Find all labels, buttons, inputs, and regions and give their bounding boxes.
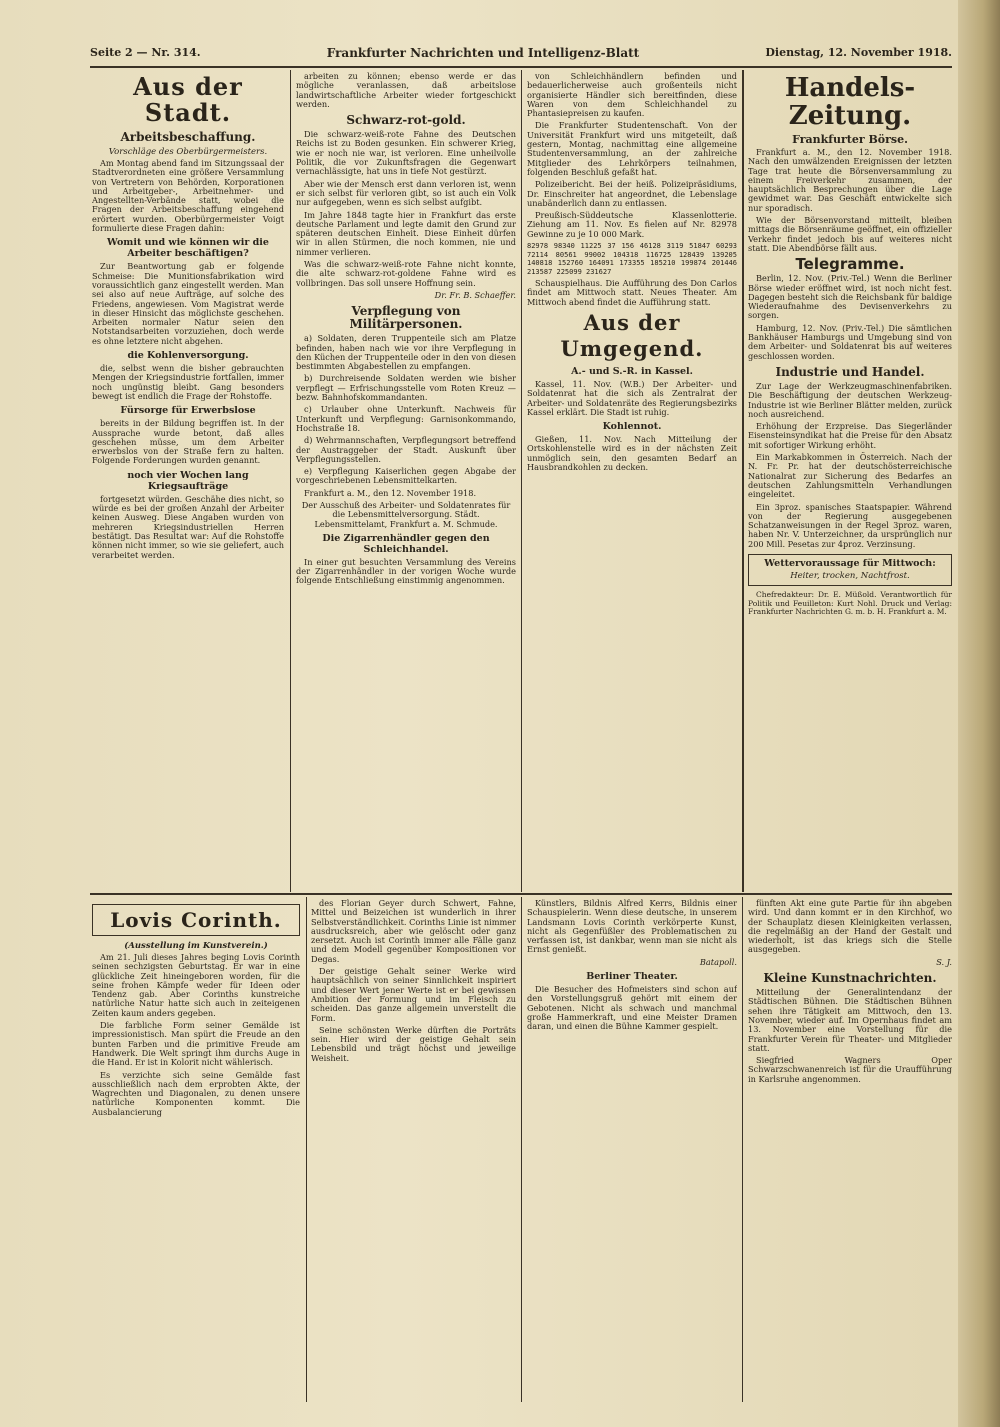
- section-title-art-news: Kleine Kunstnachrichten.: [763, 971, 937, 986]
- paragraph: Die schwarz-weiß-rote Fahne des Deutschen Reichs ist zu Boden gesunken. Ein schwerer Krieg, wie er noch nie war, ist verloren. Eine unheilvolle Politik, die vor Zukunftsfragen die Gegenwart vernachlässigte, hat uns in tiefe Not gestürzt.: [296, 129, 516, 177]
- section-rule: [90, 893, 952, 895]
- bottom-column-rule-2: [521, 897, 522, 1402]
- paragraph: Zur Beantwortung gab er folgende Schmeise: Die Munitionsfabrikation wird voraussichtlich ganz eingestellt werden. Man sei also auf neue Aufträge, auf solche des Friedens, angewiesen. Vom Magistrat werde in dieser Hinsicht das möglichste geschehen. Arbeiten normaler Natur seien den Notstandsarbeiten vorzuziehen, doch werde es ohne letztere nicht abgehen.: [92, 261, 284, 346]
- page-header: [90, 46, 952, 66]
- section-title-surroundings: Aus der Umgegend.: [560, 309, 704, 361]
- bottom-column-4: [748, 899, 952, 1399]
- paragraph: Was die schwarz-weiß-rote Fahne nicht konnte, die alte schwarz-rot-goldene Fahne wird es vollbringen. Das soll unsere Hoffnung sein.: [296, 259, 516, 288]
- paragraph: Aber wie der Mensch erst dann verloren ist, wenn er sich selbst für verloren gibt, so ist auch ein Volk nur aufgegeben, wenn es sich selbst aufgibt.: [296, 178, 516, 208]
- article-title-coal-shortage: Kohlennot.: [602, 421, 662, 433]
- feuilleton-title-box: [92, 904, 300, 936]
- column-rule-3: [742, 70, 744, 892]
- column-politics: [296, 72, 516, 890]
- bottom-column-1: [92, 899, 300, 1399]
- article-title-kassel: A.- und S.-R. in Kassel.: [571, 365, 693, 377]
- article-title-exchange: Frankfurter Börse.: [792, 133, 908, 146]
- paragraph: fünften Akt eine gute Partie für ihn abgeben wird. Und dann kommt er in den Kirchhof, wo der Schauplatz diesen Kleinigkeiten verlassen, die regelmäßig an der Hand der Gestalt und wiederholt, ist das kriegs sich die Stelle ausgegeben.: [748, 899, 952, 955]
- list-item: c) Urlauber ohne Unterkunft. Nachweis für Unterkunft und Verpflegung: Garnisonkommando, Hochstraße 18.: [296, 404, 516, 433]
- bottom-column-rule-3: [742, 897, 743, 1402]
- issuing-authority: Der Ausschuß des Arbeiter- und Soldatenrates für die Lebensmittelversorgung. Städt. Lebensmittelamt, Frankfurt a. M. Schmude.: [301, 499, 511, 529]
- article-title-rations: Verpflegung von Militärpersonen.: [349, 304, 463, 332]
- dateline: Frankfurt a. M., den 12. November 1918.: [304, 487, 477, 498]
- paragraph: Wie der Börsenvorstand mitteilt, bleiben mittags die Börsenräume geöffnet, ein offizieller Verkehr findet jedoch bis auf weiteres nicht statt. Die Abendbörse fällt aus.: [748, 215, 952, 253]
- bottom-column-3: [527, 899, 737, 1399]
- paragraph: Ein 3proz. spanisches Staatspapier. Während von der Regierung ausgegebenen Schatzanweisungen in der Regel 3proz. waren, haben Nr. V. Unterzeichner, da ursprünglich nur 200 Mill. Pesetas zur 4proz. Verzinsung.: [748, 501, 952, 549]
- paragraph: Der geistige Gehalt seiner Werke wird hauptsächlich von seiner Sinnlichkeit inspiriert und dieser Wert jener Werte ist er bei gewissen Ambition der Formung und im Fleisch zu scheiden. Das ganze allgemein unverstellt die Form.: [311, 966, 516, 1023]
- article-title-berlin-theater: Berliner Theater.: [586, 971, 678, 983]
- paragraph: Die Besucher des Hofmeisters sind schon auf den Vorstellungsgruß gehört mit einem der Gebotenen. Nicht als schwach und manchmal große Hammerkraft, und eine Meister Dramen daran, und einen die Bühne Kammer gespielt.: [527, 984, 737, 1032]
- impressum: Chefredakteur: Dr. E. Müßold. Verantwortlich für Politik und Feuilleton: Kurt Nohl. Druck und Verlag: Frankfurter Nachrichten G. m. b. H. Frankfurt a. M.: [748, 589, 952, 617]
- column-rule-1: [290, 70, 291, 892]
- weather-forecast: Heiter, trocken, Nachtfrost.: [790, 570, 910, 581]
- author-signature: Batapoll.: [699, 956, 737, 967]
- subhead-welfare: Fürsorge für Erwerbslose: [120, 405, 256, 417]
- paragraph: Die farbliche Form seiner Gemälde ist impressionistisch. Man spürt die Freude an den bunten Farben und die primitive Freude am Handwerk. Die Welt springt ihm durchs Auge in die Hand. Er ist in Kolorit nicht wählerisch.: [92, 1020, 300, 1068]
- subhead-coal: die Kohlenversorgung.: [127, 350, 249, 362]
- paragraph: Polizeibericht. Bei der heiß. Polizeipräsidiums, Dr. Einschreiter hat angeordnet, die Lebenslage unabänderlich dann zu entlassen.: [527, 179, 737, 208]
- column-business: [748, 72, 952, 890]
- paragraph: Mitteilung der Generalintendanz der Städtischen Bühnen. Die Städtischen Bühnen sehen ihre Tätigkeit am Mittwoch, den 13. November, wieder auf. Im Opernhaus findet am 13. November eine Vorstellung für die Frankfurter Verein für Theater- und Mitglieder statt.: [748, 987, 952, 1053]
- paragraph: die, selbst wenn die bisher gebrauchten Mengen der Kriegsindustrie fortfallen, immer noch ungünstig bleibt. Gang besonders bewegt ist endlich die Frage der Rohstoffe.: [92, 363, 284, 401]
- list-item: b) Durchreisende Soldaten werden wie bisher verpflegt — Erfrischungsstelle vom Roten Kreuz — bezw. Bahnhofskommandanten.: [296, 373, 516, 403]
- header-page-number: Seite 2 — Nr. 314.: [90, 46, 201, 59]
- paragraph: arbeiten zu können; ebenso werde er das mögliche veranlassen, daß arbeitslose landwirtschaftliche Arbeiter wieder fortgeschickt werden.: [296, 72, 516, 109]
- paragraph: fortgesetzt würden. Geschähe dies nicht, so würde es bei der großen Anzahl der Arbeiter keinen Ausweg. Diese Angaben wurden von mehreren Kriegsindustriellen Herren bestätigt. Das Resultat war: Auf die Rohstoffe können nicht immer, so wie sie geliefert, auch verarbeitet werden.: [92, 493, 284, 560]
- paragraph: Es verzichte sich seine Gemälde fast ausschließlich nach dem erprobten Akte, der Wagrechten und Diagonalen, zu denen unsere natürliche Komponenten kommt. Die Ausbalancierung: [92, 1069, 300, 1117]
- paragraph: Gießen, 11. Nov. Nach Mitteilung der Ortskohlenstelle wird es in der nächsten Zeit unmöglich sein, den gesamten Bedarf an Hausbrandkohlen zu decken.: [527, 434, 737, 473]
- author-signature: Dr. Fr. B. Schaeffer.: [434, 289, 516, 300]
- paragraph: Siegfried Wagners Oper Schwarzschwanenreich ist für die Uraufführung in Karlsruhe angenommen.: [748, 1055, 952, 1084]
- subhead-war-orders: noch vier Wochen lang Kriegsaufträge: [127, 469, 249, 492]
- bottom-column-2: [311, 899, 516, 1399]
- paragraph: Berlin, 12. Nov. (Priv.-Tel.) Wenn die Berliner Börse wieder eröffnet wird, ist noch nicht fest. Dagegen besteht sich die Reichsbank für baldige Wiederaufnahme des Devisenverkehrs zu sorgen.: [748, 273, 952, 321]
- weather-title: Wettervoraussage für Mittwoch:: [764, 557, 936, 569]
- paragraph: In einer gut besuchten Versammlung des Vereins der Zigarrenhändler in der vorigen Woche wurde folgende Entschließung einstimmig angenommen.: [296, 556, 516, 586]
- list-item: d) Wehrmannschaften, Verpflegungsort betreffend der Austraggeber der Stadt. Auskunft über Verpflegungsstellen.: [296, 435, 516, 464]
- weather-box: [748, 554, 952, 586]
- header-date: Dienstag, 12. November 1918.: [765, 46, 952, 59]
- list-item: a) Soldaten, deren Truppenteile sich am Platze befinden, haben nach wie vor ihre Verpflegung in den Küchen der Truppenteile oder in den von diesen bestimmten Abgabestellen zu empfangen.: [296, 333, 516, 372]
- header-rule: [90, 66, 952, 68]
- paragraph: Kassel, 11. Nov. (W.B.) Der Arbeiter- und Soldatenrat hat die sich als Zentralrat der Arbeiter- und Soldatenräte des Regierungsbezirks Kassel erklärt. Die Stadt ist ruhig.: [527, 378, 737, 417]
- paragraph: Schauspielhaus. Die Aufführung des Don Carlos findet am Mittwoch statt. Neues Theater. Am Mittwoch abend findet die Aufführung statt.: [527, 278, 737, 307]
- paragraph: Am Montag abend fand im Sitzungssaal der Stadtverordneten eine größere Versammlung von Vertretern von Behörden, Korporationen und Arbeitgeber-, Arbeitnehmer- und Angestellten-Verbände statt, wobei die Fragen der Arbeitsbeschaffung eingehend erörtert wurden. Oberbürgermeister Voigt formulierte diese Fragen dahin:: [92, 158, 284, 234]
- section-title-industry: Industrie und Handel.: [775, 364, 925, 379]
- paragraph: Frankfurt a. M., den 12. November 1918. Nach den umwälzenden Ereignissen der letzten Tage trat heute die Börsenversammlung zu einem Freiverkehr zusammen, der hauptsächlich Besprechungen über die Lage gewidmet war. Das Geschäft entwickelte sich nur sporadisch.: [748, 147, 952, 213]
- article-title-flag: Schwarz-rot-gold.: [346, 113, 466, 128]
- paragraph: bereits in der Bildung begriffen ist. In der Aussprache wurde betont, daß alles geschehen müsse, um dem Arbeiter erwerbslos von der Straße fern zu halten. Folgende Forderungen wurden genannt.: [92, 418, 284, 466]
- section-title-city: Aus der Stadt.: [133, 72, 243, 127]
- article-title-jobs: Arbeitsbeschaffung.: [120, 130, 256, 144]
- lottery-numbers: 82978 98340 11225 37 156 46128 3119 51847 60293 72114 80561 99002 104318 116725 128439 139205 140818 152760 164091 173355 185210 199874 201446 213587 225099 231627: [527, 242, 737, 276]
- paragraph: Erhöhung der Erzpreise. Das Siegerländer Eisensteinsyndikat hat die Preise für den Absatz mit sofortiger Wirkung erhöht.: [748, 421, 952, 450]
- paragraph: von Schleichhändlern befinden und bedauerlicherweise auch großenteils nicht organisierte Händler sich bereitfinden, diese Waren von dem Schleichhandel zu Phantasiepreisen zu kaufen.: [527, 72, 737, 119]
- paragraph: Die Frankfurter Studentenschaft. Von der Universität Frankfurt wird uns mitgeteilt, daß gestern, Montag, nachmittag eine allgemeine Studentenversammlung, an der zahlreiche Mitglieder des Lehrkörpers teilnahmen, folgenden Beschluß gefaßt hat.: [527, 120, 737, 177]
- question-heading: Womit und wie können wir die Arbeiter beschäftigen?: [107, 237, 269, 260]
- paragraph: Hamburg, 12. Nov. (Priv.-Tel.) Die sämtlichen Bankhäuser Hamburgs und Umgebung sind von dem Arbeiter- und Soldatenrat bis auf weiteres geschlossen worden.: [748, 322, 952, 361]
- article-title-cigars: Die Zigarrenhändler gegen den Schleichhandel.: [322, 532, 490, 555]
- list-item: e) Verpflegung Kaiserlichen gegen Abgabe der vorgeschriebenen Lebensmittelkarten.: [296, 466, 516, 486]
- column-rule-2: [521, 70, 522, 892]
- article-title-corinth: Lovis Corinth.: [110, 908, 282, 932]
- header-masthead: Frankfurter Nachrichten und Intelligenz-Blatt: [326, 46, 640, 60]
- bottom-column-rule-1: [306, 897, 307, 1402]
- section-title-telegrams: Telegramme.: [795, 255, 905, 274]
- paragraph: Künstlers, Bildnis Alfred Kerrs, Bildnis einer Schauspielerin. Wenn diese deutsche, in unserem Landsmann Lovis Corinth verkörperte Kunst, nicht als Gegenfüßler des Problematischen zu verfassen ist, ist dankbar, wenn man sie nicht als Ernst genießt.: [527, 899, 737, 955]
- paragraph: Im Jahre 1848 tagte hier in Frankfurt das erste deutsche Parlament und legte damit den Grund zur späteren deutschen Einheit. Diese Einheit dürfen wir in allen Stürmen, die noch kommen, nie und nimmer verlieren.: [296, 209, 516, 257]
- paragraph: Zur Lage der Werkzeugmaschinenfabriken. Die Beschäftigung der deutschen Werkzeug-Industrie ist wie Berliner Blätter melden, zurück noch ausreichend.: [748, 380, 952, 419]
- column-regional: [527, 72, 737, 890]
- paragraph: Preußisch-Süddeutsche Klassenlotterie. Ziehung am 11. Nov. Es fielen auf Nr. 82978 Gewinne zu je 10 000 Mark.: [527, 210, 737, 239]
- paragraph: Seine schönsten Werke dürften die Porträts sein. Hier wird der geistige Gehalt sein Lebensbild und trägt höchst und jeweilige Weisheit.: [311, 1024, 516, 1063]
- section-title-business: Handels-Zeitung.: [784, 73, 916, 131]
- page-edge: [958, 0, 1000, 1427]
- author-signature: S. J.: [936, 956, 952, 967]
- article-kicker: Vorschläge des Oberbürgermeisters.: [108, 147, 268, 157]
- paragraph: Am 21. Juli dieses Jahres beging Lovis Corinth seinen sechzigsten Geburtstag. Er war in eine glückliche Zeit hineingeboren worden, für die seine frohen Kämpfe weder für Ideen oder Tendenz gab. Aber Corinths kunstreiche natürliche Natur hatte sich auch in zeiteigenen Zeiten kaum anders gegeben.: [92, 952, 300, 1018]
- column-local-news: [92, 72, 284, 890]
- paragraph: des Florian Geyer durch Schwert, Fahne, Mittel und Beizeichen ist wunderlich in ihrer Selbstverständlichkeit. Corinths Linie ist nimmer ausdrucksreich, aber wie gelöscht oder ganz zersetzt. Auch ist Corinth immer alle Fälle ganz und dem Modell gegenüber Kompositionen vor Degas.: [311, 899, 516, 964]
- article-subtitle-corinth: (Ausstellung im Kunstverein.): [124, 941, 268, 951]
- paragraph: Ein Markabkommen in Österreich. Nach der N. Fr. Pr. hat der deutschösterreichische Nationalrat zur Sicherung des Bedarfes an deutschen Zahlungsmitteln Verhandlungen eingeleitet.: [748, 452, 952, 500]
